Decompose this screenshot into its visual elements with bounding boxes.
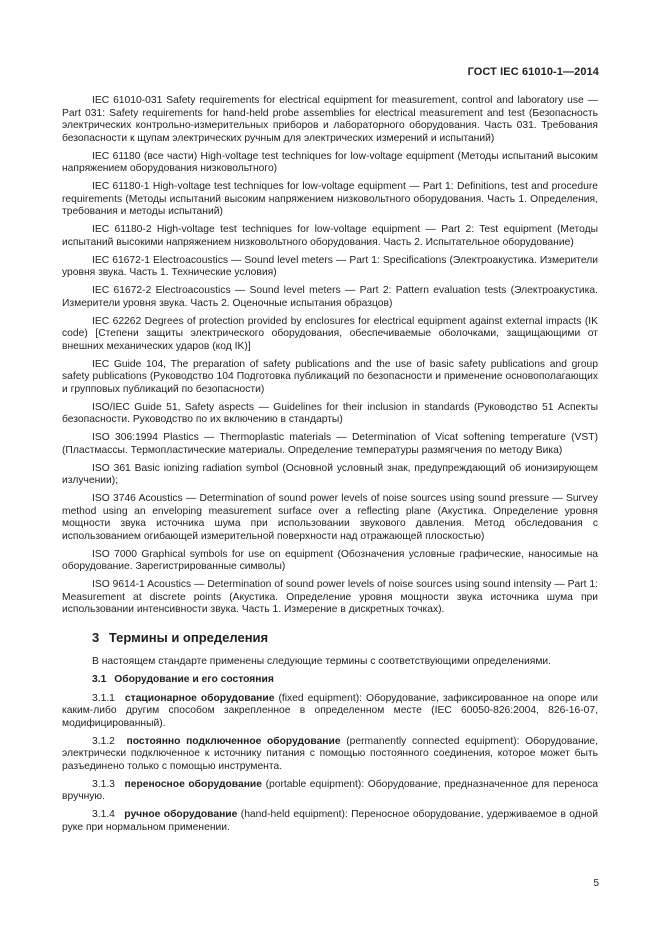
reference-item: IEC 61180-2 High-voltage test techniques for low-voltage equipment — Part 2: Test equipment (Методы испытаний высокими напряжением низковольтного оборудования. Часть 2. Испытательное оборудование) [62, 224, 598, 248]
definition-number: 3.1.3 [92, 778, 115, 790]
definition-item [62, 779, 598, 804]
definition-term: постоянно подключенное оборудование [126, 735, 341, 747]
subsection-number: 3.1 [92, 674, 107, 685]
definition-item [62, 736, 598, 774]
section-number: 3 [92, 629, 100, 645]
definition-text: (portable equipment): Оборудование, предназначенное для переноса вручную. [62, 778, 598, 802]
definition-number: 3.1.1 [92, 692, 115, 704]
definition-number: 3.1.2 [92, 735, 115, 747]
reference-item: IEC 62262 Degrees of protection provided by enclosures for electrical equipment against external impacts (IK code) [Степени защиты электрического оборудования, обеспечиваемые оболочками, защищающими от внешних механических ударов (код IK)] [62, 315, 598, 352]
reference-item: IEC Guide 104, The preparation of safety publications and the use of basic safety publications and group safety publications (Руководство 104 Подготовка публикаций по безопасности и применение основополагающих и групповых публикаций по безопасности) [62, 358, 598, 395]
reference-item: IEC 61180 (все части) High-voltage test techniques for low-voltage equipment (Методы испытаний высоким напряжением оборудования низковольтного) [62, 150, 598, 174]
standard-header: ГОСТ IEC 61010-1—2014 [467, 66, 599, 78]
reference-item: ISO 361 Basic ionizing radiation symbol (Основной условный знак, предупреждающий об ионизирующем излучении); [62, 462, 598, 486]
reference-item: IEC 61672-1 Electroacoustics — Sound level meters — Part 1: Specifications (Электроакустика. Измерители уровня звука. Часть 1. Технические условия) [62, 254, 598, 278]
section-intro: В настоящем стандарте применены следующие термины с соответствующими определениями. [92, 656, 552, 667]
reference-item: ISO 7000 Graphical symbols for use on equipment (Обозначения условные графические, наносимые на оборудование. Зарегистрированные символы) [62, 548, 598, 572]
section-heading [62, 629, 598, 645]
section-title: Термины и определения [108, 629, 269, 645]
reference-item: ISO/IEC Guide 51, Safety aspects — Guidelines for their inclusion in standards (Руководство 51 Аспекты безопасности. Руководство по их включению в стандарты) [62, 401, 598, 425]
definition-text: (fixed equipment): Оборудование, зафиксированное на опоре или каким-либо другим способом закрепленное в определенном месте (IEC 60050-826:2004, 826-16-07, модифицированный). [62, 692, 598, 729]
reference-item: IEC 61010-031 Safety requirements for electrical equipment for measurement, control and laboratory use — Part 031: Safety requirements for hand-held probe assemblies for electrical measurement and test (Безопасность электрических контрольно-измерительных приборов и лабораторного оборудования. Часть 031. Требования безопасности к щупам электрических ручным для электрических измерений и испытаний) [62, 95, 598, 144]
definition-term: стационарное оборудование [124, 692, 275, 704]
definition-term: переносное оборудование [124, 778, 262, 790]
reference-item: ISO 9614-1 Acoustics — Determination of sound power levels of noise sources using sound intensity — Part 1: Measurement at discrete points (Акустика. Определение уровня мощности звука источника шума при использовании интенсивности звука. Часть 1. Измерение в дискретных точках). [62, 579, 598, 615]
reference-item: ISO 306:1994 Plastics — Thermoplastic materials — Determination of Vicat softening temperature (VST) (Пластмассы. Термопластические материалы. Определение температуры размягчения по методу Вика) [62, 432, 598, 456]
subsection-title: Оборудование и его состояния [114, 674, 274, 685]
definition-number: 3.1.4 [92, 809, 115, 820]
definition-item [62, 693, 598, 731]
reference-item: ISO 3746 Acoustics — Determination of sound power levels of noise sources using sound pressure — Survey method using an enveloping measurement surface over a reflecting plane (Акустика. Определение уровня мощности звука источника шума при использовании звукового давления. Метод обследования с использованием огибающей измерительной поверхности над отражающей плоскостью) [62, 493, 598, 542]
subsection-heading [62, 674, 598, 687]
reference-item: IEC 61672-2 Electroacoustics — Sound level meters — Part 2: Pattern evaluation tests (Электроакустика. Измерители уровня звука. Часть 2. Оценочные испытания образцов) [62, 285, 598, 309]
page-number: 5 [593, 878, 599, 889]
page-content [62, 95, 598, 840]
definition-text: (hand-held equipment): Переносное оборудование, удерживаемое в одной руке при нормальном применении. [62, 809, 598, 833]
definition-text: (permanently connected equipment): Оборудование, электрически подключенное к источнику питания с помощью постоянного соединения, которое может быть разъединено только с помощью инструмента. [62, 735, 598, 772]
reference-item: IEC 61180-1 High-voltage test techniques for low-voltage equipment — Part 1: Definitions, test and procedure requirements (Методы испытаний высоким напряжением низковольтного оборудования. Часть 1. Определения, требования и методы испытаний) [62, 181, 598, 217]
definition-term: ручное оборудование [124, 809, 238, 820]
definition-item [62, 809, 598, 834]
